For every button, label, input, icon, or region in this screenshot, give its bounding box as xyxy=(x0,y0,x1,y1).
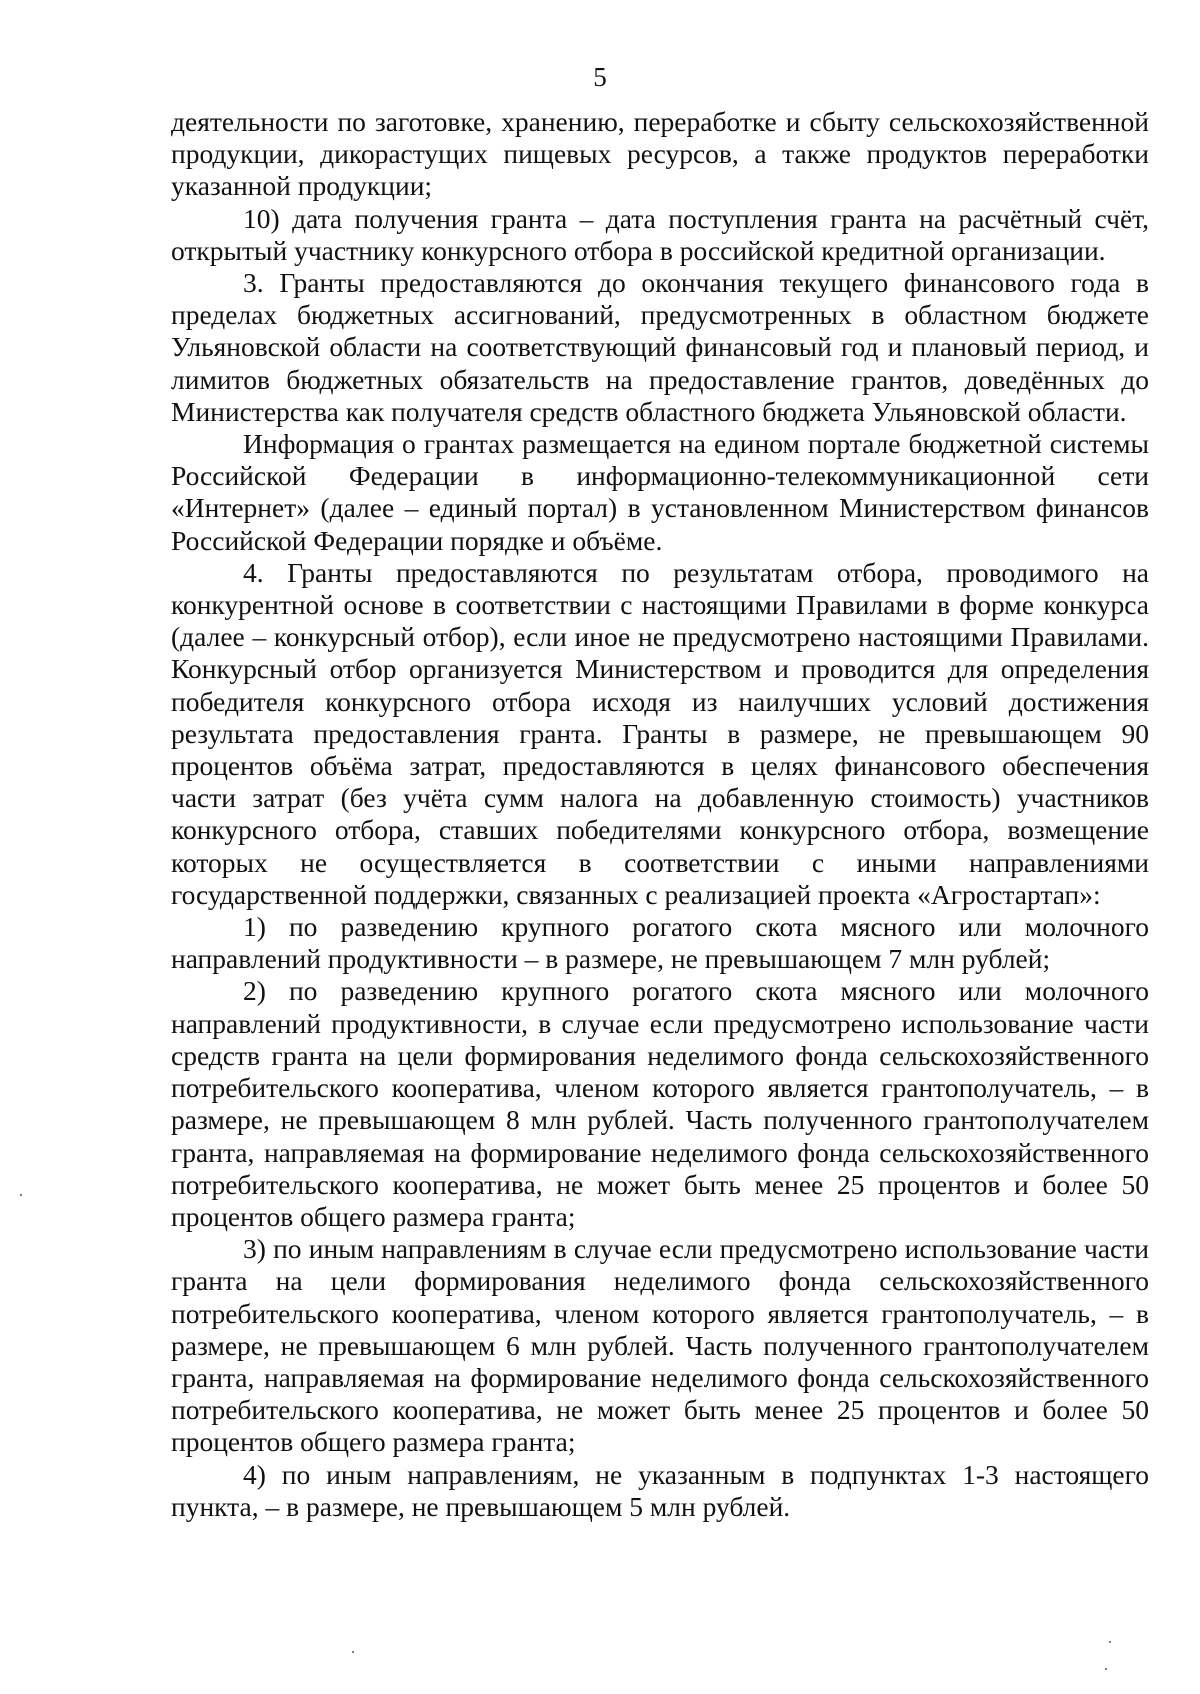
paragraph-section-3: 3. Гранты предоставляются до окончания текущего финансового года в пределах бюджетных ассигнований, предусмотренных в областном бюджете Ульяновской области на соответствующий финансовый год и плановый период, и лимитов бюджетных обязательств на предоставление грантов, доведённых до Министерства как получателя средств областного бюджета Ульяновской области. xyxy=(171,267,1149,427)
paragraph-grant-info: Информация о грантах размещается на едином портале бюджетной системы Российской Федерации в информационно-телекоммуникационной сети «Интернет» (далее – единый портал) в установленном Министерством финансов Российской Федерации порядке и объёме. xyxy=(171,428,1149,556)
scan-speck xyxy=(1109,1641,1111,1643)
scan-speck xyxy=(352,1651,354,1653)
paragraph-subitem-1: 1) по разведению крупного рогатого скота мясного или молочного направлений продуктивности – в размере, не превышающем 7 млн рублей; xyxy=(171,911,1149,975)
paragraph-subitem-2: 2) по разведению крупного рогатого скота мясного или молочного направлений продуктивности, в случае если предусмотрено использование части средств гранта на цели формирования неделимого фонда сельскохозяйственного потребительского кооператива, членом которого является грантополучатель, – в размере, не превышающем 8 млн рублей. Часть полученного грантополучателем гранта, направляемая на формирование неделимого фонда сельскохозяйственного потребительского кооператива, не может быть менее 25 процентов и более 50 процентов общего размера гранта; xyxy=(171,975,1149,1232)
paragraph-subitem-4: 4) по иным направлениям, не указанным в подпунктах 1-3 настоящего пункта, – в размере, не превышающем 5 млн рублей. xyxy=(171,1458,1149,1522)
page-number: 5 xyxy=(593,62,607,92)
paragraph-subitem-3: 3) по иным направлениям в случае если предусмотрено использование части гранта на цели формирования неделимого фонда сельскохозяйственного потребительского кооператива, членом которого является грантополучатель, – в размере, не превышающем 6 млн рублей. Часть полученного грантополучателем гранта, направляемая на формирование неделимого фонда сельскохозяйственного потребительского кооператива, не может быть менее 25 процентов и более 50 процентов общего размера гранта; xyxy=(171,1233,1149,1458)
document-body xyxy=(171,106,1149,1523)
scan-speck xyxy=(1105,1668,1107,1670)
paragraph-item-10: 10) дата получения гранта – дата поступления гранта на расчётный счёт, открытый участнику конкурсного отбора в российской кредитной организации. xyxy=(171,202,1149,266)
scan-speck xyxy=(20,1194,22,1196)
paragraph-continuation: деятельности по заготовке, хранению, переработке и сбыту сельскохозяйственной продукции, дикорастущих пищевых ресурсов, а также продуктов переработки указанной продукции; xyxy=(171,106,1149,202)
paragraph-section-4: 4. Гранты предоставляются по результатам отбора, проводимого на конкурентной основе в соответствии с настоящими Правилами в форме конкурса (далее – конкурсный отбор), если иное не предусмотрено настоящими Правилами. Конкурсный отбор организуется Министерством и проводится для определения победителя конкурсного отбора исходя из наилучших условий достижения результата предоставления гранта. Гранты в размере, не превышающем 90 процентов объёма затрат, предоставляются в целях финансового обеспечения части затрат (без учёта сумм налога на добавленную стоимость) участников конкурсного отбора, ставших победителями конкурсного отбора, возмещение которых не осуществляется в соответствии с иными направлениями государственной поддержки, связанных с реализацией проекта «Агростартап»: xyxy=(171,556,1149,910)
